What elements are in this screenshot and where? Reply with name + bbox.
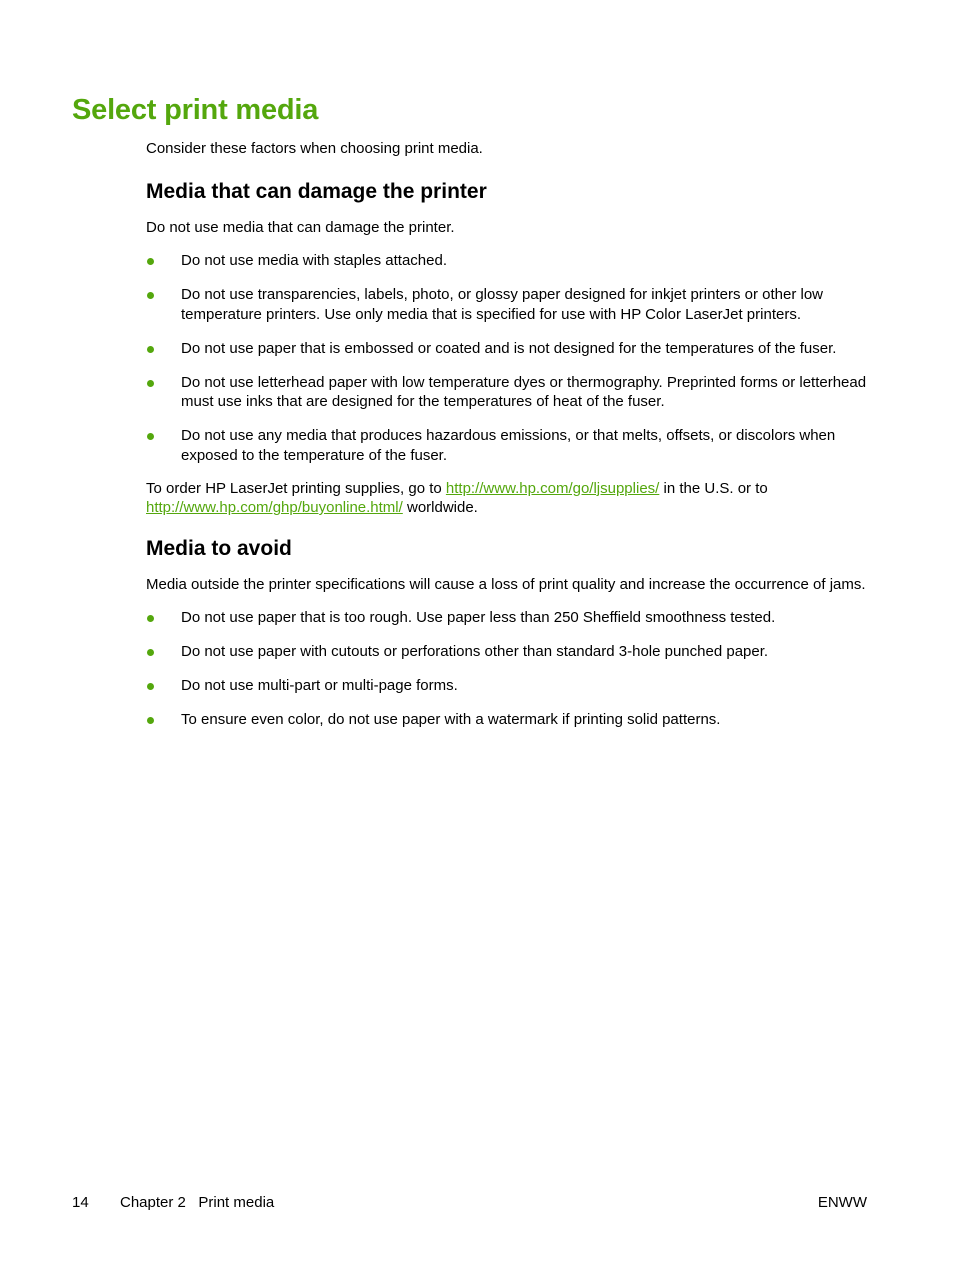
section-avoid-body — [146, 575, 872, 744]
intro-text: Consider these factors when choosing print media. — [146, 140, 483, 157]
footer-page-number: 14 — [72, 1194, 89, 1211]
avoid-bullet-list — [146, 608, 872, 730]
footer-enww: ENWW — [817, 1194, 867, 1211]
list-item: Do not use any media that produces hazardous emissions, or that melts, offsets, or discolors when exposed to the temperature of the fuser. — [146, 426, 872, 465]
footer-chapter: Chapter 2 Print media — [120, 1194, 275, 1211]
list-item: Do not use multi-part or multi-page forms. — [146, 676, 872, 696]
list-item: To ensure even color, do not use paper with a watermark if printing solid patterns. — [146, 710, 872, 730]
bullet-dot-icon — [147, 258, 154, 265]
damage-bullet-list — [146, 251, 872, 465]
bullet-dot-icon — [147, 717, 154, 724]
ljsupplies-link[interactable]: http://www.hp.com/go/ljsupplies/ — [445, 479, 660, 497]
bullet-dot-icon — [147, 683, 154, 690]
bullet-dot-icon — [147, 433, 154, 440]
section-damage-lead: Do not use media that can damage the printer. — [146, 219, 455, 236]
list-item: Do not use letterhead paper with low temperature dyes or thermography. Preprinted forms or letterhead must use inks that are designed for the temperatures of heat of the fuser. — [146, 373, 872, 412]
buyonline-link[interactable]: http://www.hp.com/ghp/buyonline.html/ — [146, 499, 403, 516]
heading-media-damage: Media that can damage the printer — [146, 180, 487, 203]
bullet-dot-icon — [147, 380, 154, 387]
list-item: Do not use paper that is too rough. Use paper less than 250 Sheffield smoothness tested. — [146, 608, 872, 628]
bullet-dot-icon — [147, 346, 154, 353]
section-damage-body — [146, 218, 872, 518]
heading-media-avoid: Media to avoid — [146, 537, 292, 560]
bullet-dot-icon — [147, 292, 154, 299]
bullet-dot-icon — [147, 615, 154, 622]
bullet-dot-icon — [147, 649, 154, 656]
section-avoid-lead: Media outside the printer specifications will cause a loss of print quality and increase the occurrence of jams. — [146, 576, 866, 593]
list-item: Do not use paper with cutouts or perforations other than standard 3-hole punched paper. — [146, 642, 872, 662]
list-item: Do not use paper that is embossed or coated and is not designed for the temperatures of the fuser. — [146, 339, 872, 359]
order-supplies-text: To order HP LaserJet printing supplies, go to http://www.hp.com/go/ljsupplies/ in the U.S. or to http://www.hp.com/ghp/buyonline.html/ worldwide. — [146, 479, 768, 516]
page-title: Select print media — [72, 94, 319, 126]
list-item: Do not use transparencies, labels, photo, or glossy paper designed for inkjet printers or other low temperature printers. Use only media that is specified for use with HP Color LaserJet printers. — [146, 285, 872, 324]
list-item: Do not use media with staples attached. — [146, 251, 872, 271]
